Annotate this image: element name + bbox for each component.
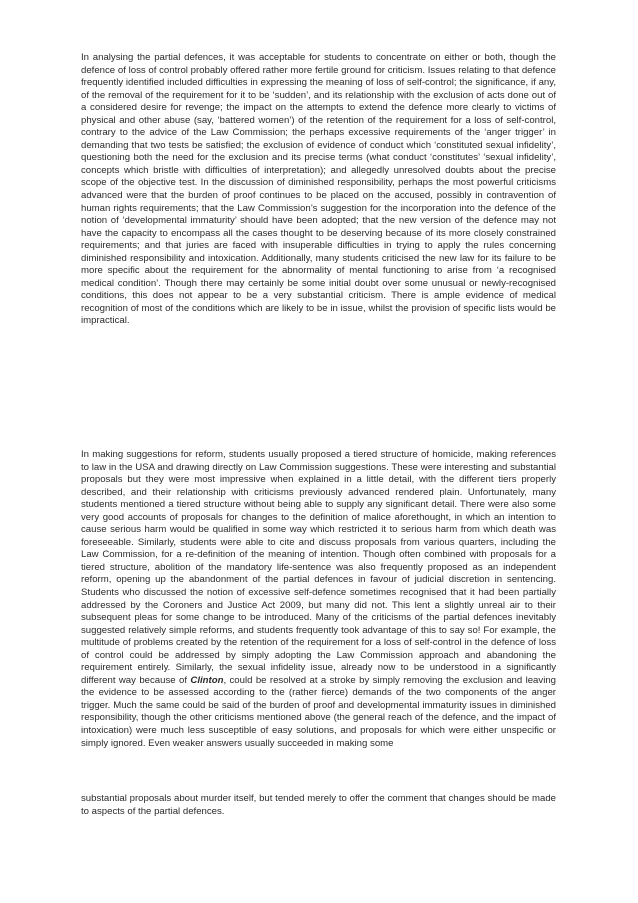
paragraph-partial-defences: In analysing the partial defences, it was acceptable for students to concentrate on either or both, though the defence of loss of control probably offered rather more fertile ground for criticism. Issues relating to that defence frequently identified included difficulties in expressing the meaning of loss of self-control; the significance, if any, of the removal of the requirement for it to be ‘sudden’, and its relationship with the exclusion of acts done out of a considered desire for revenge; the impact on the attempts to extend the defence more clearly to victims of physical and other abuse (say, ‘battered women’) of the retention of the requirement for a loss of self-control, contrary to the advice of the Law Commission; the perhaps excessive requirements of the ‘anger trigger’ in demanding that two tests be satisfied; the exclusion of evidence of conduct which ‘constituted sexual infidelity’, questioning both the need for the exclusion and its precise terms (what conduct ‘constitutes’ ‘sexual infidelity’, concepts which bristle with difficulties of interpretation); and allegedly unresolved doubts about the precise scope of the objective test. In the discussion of diminished responsibility, perhaps the most powerful criticisms advanced were that the burden of proof continues to be placed on the accused, possibly in contravention of human rights requirements; that the Law Commission’s suggestion for the incorporation into the defence of the notion of ‘developmental immaturity’ should have been adopted; that the new version of the defence may not have the capacity to encompass all the cases thought to be deserving because of its more closely constrained requirements; and that juries are faced with insuperable difficulties in trying to apply the rules concerning diminished responsibility and intoxication. Additionally, many students criticised the new law for its failure to be more specific about the requirement for the abnormality of mental functioning to arise from ‘a recognised medical condition’. Though there may certainly be some initial doubt over some unusual or newly-recognised conditions, this does not appear to be a very substantial criticism. There is ample evidence of medical recognition of most of the conditions which are likely to be in issue, whilst the provision of specific lists would be impractical.: [81, 52, 556, 327]
case-name-clinton: Clinton: [190, 674, 224, 686]
paragraph-reform-text-after: , could be resolved at a stroke by simply removing the exclusion and leaving the evidence to be assessed according to the (rather fierce) demands of the two components of the anger trigger. Much the same could be said of the burden of proof and developmental immaturity issues in diminished responsibility, though the other criticisms mentioned above (the general reach of the defence, and the impact of intoxication) were much less susceptible of easy solutions, and proposals for which were either unspecific or simply ignored. Even weaker answers usually succeeded in making some: [81, 674, 556, 749]
paragraph-reform-text-before: In making suggestions for reform, students usually proposed a tiered structure of homicide, making references to law in the USA and drawing directly on Law Commission suggestions. These were interesting and substantial proposals but they were most impressive when explained in a little detail, with the different tiers properly described, and their relationship with criticisms previously advanced rendered plain. Unfortunately, many students mentioned a tiered structure without being able to supply any significant detail. There were also some very good accounts of proposals for changes to the definition of malice aforethought, in which an intention to cause serious harm would be qualified in some way which restricted it to serious harm from which death was foreseeable. Similarly, students were able to cite and discuss proposals from various quarters, including the Law Commission, for a re-definition of the meaning of intention. Though often combined with proposals for a tiered structure, abolition of the mandatory life-sentence was also frequently proposed as an independent reform, opening up the abandonment of the partial defences in favour of judicial discretion in sentencing. Students who discussed the notion of excessive self-defence sometimes recognised that it had been partially addressed by the Coroners and Justice Act 2009, but many did not. This lent a slightly unreal air to their subsequent pleas for some change to be introduced. Many of the criticisms of the partial defences inevitably suggested relatively simple reforms, and students frequently took advantage of this to say so! For example, the multitude of problems created by the retention of the requirement for a loss of self-control in the defence of loss of control could be addressed by simply adopting the Law Commission approach and abandoning the requirement entirely. Similarly, the sexual infidelity issue, already now to be understood in a significantly different way because of: [81, 449, 556, 686]
paragraph-reform-suggestions: [81, 449, 556, 750]
paragraph-continuation: substantial proposals about murder itself, but tended merely to offer the comment that changes should be made to aspects of the partial defences.: [81, 793, 556, 817]
